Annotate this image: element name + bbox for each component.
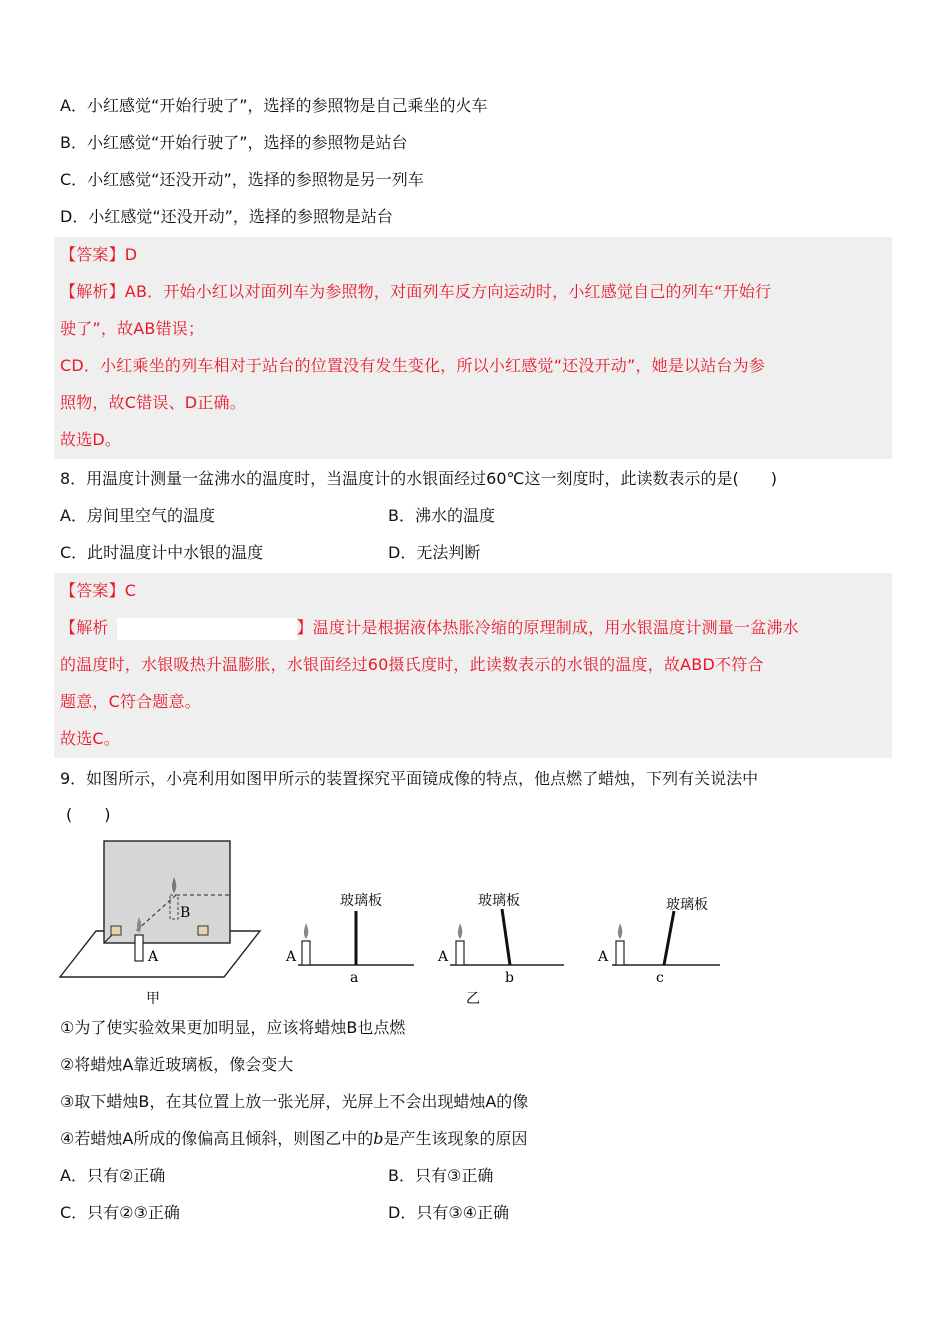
q8-conclusion: 故选C。 bbox=[60, 729, 120, 748]
q9-option-b: B．只有③正确 bbox=[388, 1166, 494, 1185]
figure-label-sub-c: c bbox=[656, 970, 664, 986]
figure-label-sub-b: b bbox=[505, 970, 514, 986]
q7-analysis-line4: 照物，故C错误、D正确。 bbox=[60, 393, 246, 412]
q8-option-c: C．此时温度计中水银的温度 bbox=[60, 543, 264, 562]
figure-label-jia: 甲 bbox=[146, 991, 160, 1007]
q7-analysis-line1: 【解析】AB．开始小红以对面列车为参照物，对面列车反方向运动时，小红感觉自己的列车“开始行 bbox=[60, 282, 772, 301]
q9-statement-2: ②将蜡烛A靠近玻璃板，像会变大 bbox=[60, 1055, 294, 1074]
redaction-box bbox=[117, 618, 297, 640]
q8-analysis-line3: 题意，C符合题意。 bbox=[60, 692, 201, 711]
q9-option-a: A．只有②正确 bbox=[60, 1166, 166, 1185]
figure-label-yi: 乙 bbox=[466, 991, 480, 1007]
q7-option-b: B．小红感觉“开始行驶了”，选择的参照物是站台 bbox=[60, 133, 408, 152]
q8-option-a: A．房间里空气的温度 bbox=[60, 506, 215, 525]
q7-analysis-line2: 驶了”，故AB错误； bbox=[60, 319, 205, 338]
figure-label-candle-a-1: A bbox=[286, 949, 297, 965]
figure-yi-c bbox=[612, 911, 720, 965]
q7-option-c: C．小红感觉“还没开动”，选择的参照物是另一列车 bbox=[60, 170, 424, 189]
q9-option-d: D．只有③④正确 bbox=[388, 1203, 510, 1222]
q8-answer-block bbox=[54, 573, 892, 758]
figure-label-candle-a-3: A bbox=[598, 949, 609, 965]
q7-answer: 【答案】D bbox=[60, 245, 138, 264]
q7-analysis-line3: CD．小红乘坐的列车相对于站台的位置没有发生变化，所以小红感觉“还没开动”，她是以站台为参 bbox=[60, 356, 766, 375]
q8-option-d: D．无法判断 bbox=[388, 543, 481, 562]
q9-stem-line2: ( ) bbox=[66, 805, 111, 824]
q8-answer: 【答案】C bbox=[60, 581, 137, 600]
figure-yi-b bbox=[450, 909, 564, 965]
q9-option-c: C．只有②③正确 bbox=[60, 1203, 180, 1222]
q9-figure bbox=[56, 835, 736, 1015]
q8-stem: 8．用温度计测量一盆沸水的温度时，当温度计的水银面经过60℃这一刻度时，此读数表示的是( ) bbox=[60, 469, 777, 488]
q9-statement-4 bbox=[60, 1127, 528, 1151]
q8-analysis-line1 bbox=[60, 616, 799, 640]
q9-statement-4-var: b bbox=[373, 1129, 384, 1148]
q9-statement-1: ①为了使实验效果更加明显，应该将蜡烛B也点燃 bbox=[60, 1018, 406, 1037]
figure-label-glass-3: 玻璃板 bbox=[666, 897, 708, 913]
q9-stem-line1: 9．如图所示，小亮利用如图甲所示的装置探究平面镜成像的特点，他点燃了蜡烛，下列有关说法中 bbox=[60, 769, 759, 788]
q8-analysis-prefix: 【解析 bbox=[60, 618, 109, 637]
q8-analysis-line2: 的温度时，水银吸热升温膨胀，水银面经过60摄氏度时，此读数表示的水银的温度，故ABD不符合 bbox=[60, 655, 764, 674]
figure-jia bbox=[60, 841, 260, 977]
q7-option-d: D．小红感觉“还没开动”，选择的参照物是站台 bbox=[60, 207, 393, 226]
figure-yi-a bbox=[298, 911, 414, 965]
figure-label-glass-2: 玻璃板 bbox=[478, 893, 520, 909]
figure-label-sub-a: a bbox=[350, 970, 359, 986]
figure-label-candle-a-2: A bbox=[438, 949, 449, 965]
figure-label-candle-b: B bbox=[180, 905, 191, 921]
q9-statement-4-pre: ④若蜡烛A所成的像偏高且倾斜，则图乙中的 bbox=[60, 1129, 374, 1148]
q7-answer-block bbox=[54, 237, 892, 459]
q9-statement-4-post: 是产生该现象的原因 bbox=[383, 1129, 528, 1148]
q8-option-b: B．沸水的温度 bbox=[388, 506, 495, 525]
figure-label-glass-1: 玻璃板 bbox=[340, 893, 382, 909]
q7-option-a: A．小红感觉“开始行驶了”，选择的参照物是自己乘坐的火车 bbox=[60, 96, 488, 115]
q8-analysis-text: 】温度计是根据液体热胀冷缩的原理制成，用水银温度计测量一盆沸水 bbox=[296, 618, 799, 637]
figure-label-candle-a-jia: A bbox=[148, 949, 159, 965]
q7-conclusion: 故选D。 bbox=[60, 430, 122, 449]
q9-statement-3: ③取下蜡烛B，在其位置上放一张光屏，光屏上不会出现蜡烛A的像 bbox=[60, 1092, 529, 1111]
